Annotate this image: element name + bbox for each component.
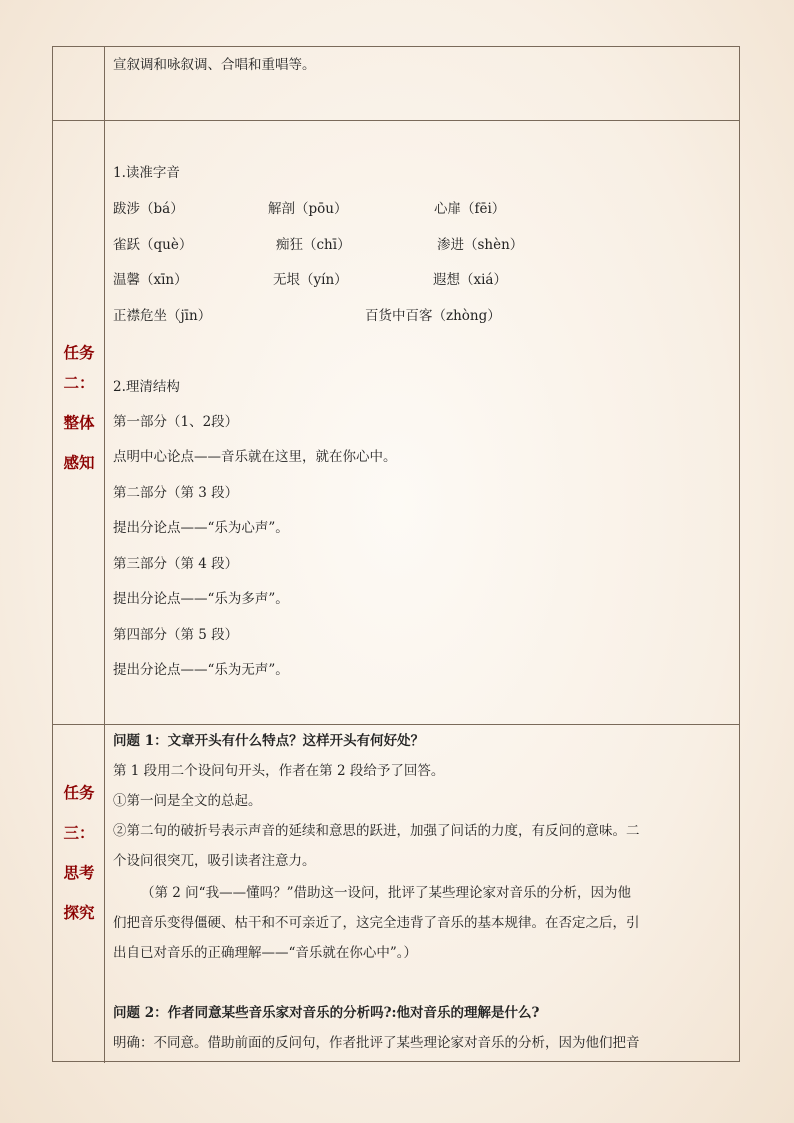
answer-line: ②第二句的破折号表示声音的延续和意思的跃进，加强了问话的力度，有反问的意味。二 xyxy=(113,823,640,839)
pronunciation-item: 心扉（fēi） xyxy=(434,201,506,217)
task-label-line: 整体 xyxy=(63,413,95,432)
answer-line: 们把音乐变得僵硬、枯干和不可亲近了，这完全违背了音乐的基本规律。在否定之后，引 xyxy=(113,915,640,931)
task-label-line: 探究 xyxy=(63,903,95,922)
task-label-line: 感知 xyxy=(63,453,95,472)
task-label-line: 任务 xyxy=(63,783,95,802)
structure-line: 第二部分（第 3 段） xyxy=(113,485,239,501)
task-label-line: 二： xyxy=(63,373,95,392)
answer-line: 个设问很突兀，吸引读者注意力。 xyxy=(113,853,316,869)
pronunciation-item: 跋涉（bá） xyxy=(113,201,184,217)
task-label-line: 任务 xyxy=(63,343,95,362)
structure-line: 点明中心论点——音乐就在这里，就在你心中。 xyxy=(113,449,397,465)
table-row-intro xyxy=(53,47,739,120)
question-1: 问题 1：文章开头有什么特点？这样开头有何好处？ xyxy=(113,733,425,749)
pronunciation-item: 百货中百客（zhòng） xyxy=(365,308,501,324)
structure-line: 第一部分（1、2段） xyxy=(113,414,239,430)
pronunciation-item: 遐想（xiá） xyxy=(433,272,507,288)
structure-line: 提出分论点——“乐为多声”。 xyxy=(113,591,289,607)
pronunciation-item: 温馨（xīn） xyxy=(113,272,188,288)
answer-line: （第 2 问“我——懂吗？”借助这一设问，批评了某些理论家对音乐的分析，因为他 xyxy=(141,885,631,901)
content-cell xyxy=(113,47,733,120)
pronunciation-item: 雀跃（què） xyxy=(113,237,193,253)
pronunciation-item: 无垠（yín） xyxy=(273,272,348,288)
structure-line: 提出分论点——“乐为心声”。 xyxy=(113,520,289,536)
table-row-task-three xyxy=(53,724,739,1063)
answer-line: ①第一问是全文的总起。 xyxy=(113,793,262,809)
pronunciation-item: 渗进（shèn） xyxy=(437,237,524,253)
section-title: 2.理清结构 xyxy=(113,379,180,395)
label-cell xyxy=(53,121,105,724)
pronunciation-item: 解剖（pōu） xyxy=(268,201,348,217)
structure-line: 第四部分（第 5 段） xyxy=(113,627,239,643)
task-label-line: 思考 xyxy=(63,863,95,882)
label-cell xyxy=(53,47,105,120)
answer-line: 第 1 段用二个设问句开头，作者在第 2 段给予了回答。 xyxy=(113,763,445,779)
section-title: 1.读准字音 xyxy=(113,165,180,181)
content-cell xyxy=(113,725,733,1063)
answer-line: 出自已对音乐的正确理解——“音乐就在你心中”。） xyxy=(113,945,418,961)
pronunciation-item: 痴狂（chī） xyxy=(276,237,351,253)
task-label-line: 三： xyxy=(63,823,95,842)
lesson-table xyxy=(52,46,740,1062)
pronunciation-item: 正襟危坐（jīn） xyxy=(113,308,212,324)
content-cell xyxy=(113,121,733,724)
structure-line: 提出分论点——“乐为无声”。 xyxy=(113,662,289,678)
question-2: 问题 2：作者同意某些音乐家对音乐的分析吗?:他对音乐的理解是什么? xyxy=(113,1005,540,1021)
table-row-task-two xyxy=(53,120,739,724)
structure-line: 第三部分（第 4 段） xyxy=(113,556,239,572)
answer-line: 明确：不同意。借助前面的反问句，作者批评了某些理论家对音乐的分析，因为他们把音 xyxy=(113,1035,640,1051)
label-cell xyxy=(53,725,105,1063)
text-line: 宣叙调和咏叙调、合唱和重唱等。 xyxy=(113,57,316,73)
